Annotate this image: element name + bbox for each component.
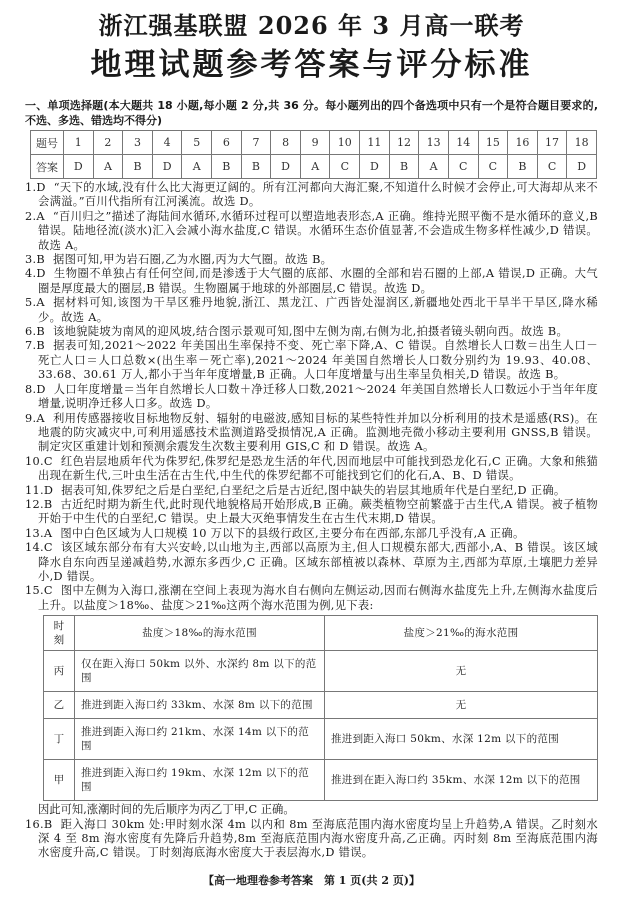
item-text: 利用传感器接收目标地物反射、辐射的电磁波,感知目标的某些特性并加以分析利用的技术是遥感(RS)。在地震的防灾减灾中,可利用遥感技术监测道路受损情况,A 正确。监测地壳微小移动主要利用 GNSS,B 错误。制定灾区重建计划和预测余震发生次数主要利用 GIS,C 和 D 错误。故选 A。 — [38, 411, 598, 454]
item-text: 据表可知,侏罗纪之后是白垩纪,白垩纪之后是古近纪,图中缺失的岩层其地质年代是白垩纪,D 正确。 — [61, 483, 566, 497]
question-number: 3 — [123, 131, 153, 155]
column-header: 时刻 — [44, 616, 75, 651]
explanation-item — [25, 325, 598, 339]
item-text: “百川归之”描述了海陆间水循环,水循环过程可以塑造地表形态,A 正确。维持光照平衡不是水循环的意义,B 错误。陆地径流(淡水)汇入会减小海水盐度,C 错误。水循环生态价值显著,不会造成生物多样性减少,D 错误。故选 A。 — [38, 209, 598, 252]
question-number: 15 — [478, 131, 508, 155]
range-cell: 推进到距入海口 50km、水深 12m 以下的范围 — [325, 719, 598, 760]
item-text: 该地貌陡坡为南风的迎风坡,结合图示景观可知,图中左侧为南,右侧为北,拍摄者镜头朝向西。故选 B。 — [52, 325, 569, 339]
question-number: 6 — [212, 131, 242, 155]
answer-cell: A — [93, 155, 123, 179]
item-text: 古近纪时期为新生代,此时现代地貌格局开始形成,B 正确。蕨类植物空前繁盛于古生代,A 错误。被子植物开始于中生代的白垩纪,C 错误。史上最大灭绝事情发生在古生代末期,D 错误。 — [38, 497, 598, 526]
question-number: 12 — [389, 131, 419, 155]
explanation-item — [25, 267, 598, 296]
question-number: 9 — [300, 131, 330, 155]
item-number: 14.C — [25, 541, 53, 555]
item-number: 9.A — [25, 411, 45, 425]
question-number: 1 — [64, 131, 94, 155]
question-number: 7 — [241, 131, 271, 155]
question-number: 5 — [182, 131, 212, 155]
answer-explanations — [25, 181, 598, 861]
answer-cell: A — [300, 155, 330, 179]
time-cell: 乙 — [44, 692, 75, 719]
page-footer: 【高一地理卷参考答案 第 1 页(共 2 页)】 — [202, 873, 421, 887]
range-cell: 推进到在距入海口约 35km、水深 12m 以下的范围 — [325, 760, 598, 801]
document-subtitle: 地理试题参考答案与评分标准 — [90, 47, 533, 83]
time-cell: 丙 — [44, 651, 75, 692]
table-header-row — [44, 616, 598, 651]
column-header: 盐度＞21‰的海水范围 — [325, 616, 598, 651]
answer-cell: D — [271, 155, 301, 179]
question-number: 10 — [330, 131, 360, 155]
answer-cell: D — [360, 155, 390, 179]
time-cell: 甲 — [44, 760, 75, 801]
question-number: 17 — [537, 131, 567, 155]
answer-table — [30, 130, 597, 179]
time-cell: 丁 — [44, 719, 75, 760]
question-number: 11 — [360, 131, 390, 155]
answer-table-answer-row — [31, 155, 597, 179]
answer-cell: D — [567, 155, 597, 179]
answer-cell: C — [537, 155, 567, 179]
item-text: 人口年度增量＝当年自然增长人口数＋净迁移人口数,2021～2024 年美国自然增长人口数远小于当年年度增量,说明净迁移人口多。故选 D。 — [38, 382, 598, 411]
range-cell: 推进到距入海口约 33km、水深 8m 以下的范围 — [75, 692, 325, 719]
question-number: 8 — [271, 131, 301, 155]
answer-table-number-row — [31, 131, 597, 155]
answer-cell: B — [123, 155, 153, 179]
item-text: 据表可知,2021～2022 年美国出生率保持不变、死亡率下降,A、C 错误。自然增长人口数＝出生人口－死亡人口＝人口总数×(出生率－死亡率),2021～2024 年美国自然增长人口数分别约为 19.93、40.08、33.68、30.61 万人,都小于当年年度增量,B 正确。人口年度增量与出生率呈负相关,D 错误。故选 B。 — [38, 339, 598, 382]
answer-cell: B — [212, 155, 242, 179]
item-number: 8.D — [25, 382, 46, 396]
explanation-item — [25, 498, 598, 527]
explanation-item — [25, 527, 598, 541]
column-header: 盐度＞18‰的海水范围 — [75, 616, 325, 651]
answer-cell: C — [448, 155, 478, 179]
answer-cell: B — [508, 155, 538, 179]
item-number: 1.D — [25, 181, 46, 194]
row-label: 题号 — [31, 131, 64, 155]
item-number: 2.A — [25, 209, 45, 223]
question-number: 18 — [567, 131, 597, 155]
item-number: 5.A — [25, 296, 45, 310]
answer-cell: D — [152, 155, 182, 179]
table-row — [44, 651, 598, 692]
item-number: 15.C — [25, 584, 53, 598]
answer-cell: C — [330, 155, 360, 179]
question-number: 2 — [93, 131, 123, 155]
item-text: 据图可知,甲为岩石圈,乙为水圈,丙为大气圈。故选 B。 — [52, 253, 333, 267]
item-text: 图中左侧为入海口,涨潮在空间上表现为海水自右侧向左侧运动,因而右侧海水盐度先上升,左侧海水盐度后上升。以盐度＞18‰、盐度＞21‰这两个海水范围为例,见下表: — [38, 584, 598, 612]
item-number: 6.B — [25, 325, 45, 339]
answer-cell: B — [241, 155, 271, 179]
item-text: 图中白色区域为人口规模 10 万以下的县级行政区,主要分布在西部,东部几乎没有,A 正确。 — [60, 526, 525, 540]
item-number: 7.B — [25, 339, 45, 353]
q15-conclusion: 因此可知,涨潮时间的先后顺序为丙乙丁甲,C 正确。 — [38, 803, 295, 817]
range-cell: 仅在距入海口 50km 以外、水深约 8m 以下的范围 — [75, 651, 325, 692]
item-text: “天下的水域,没有什么比大海更辽阔的。所有江河都向大海汇聚,不知道什么时候才会停止,可大海却从来不会满溢。”百川代指所有江河溪流。故选 D。 — [38, 181, 598, 209]
item-number: 3.B — [25, 253, 45, 267]
explanation-item — [25, 412, 598, 455]
table-row — [44, 719, 598, 760]
answer-cell: C — [478, 155, 508, 179]
range-cell: 无 — [325, 692, 598, 719]
item-number: 10.C — [25, 454, 53, 468]
range-cell: 推进到距入海口约 21km、水深 14m 以下的范围 — [75, 719, 325, 760]
explanation-item — [25, 484, 598, 498]
section-header: 一、单项选择题(本大题共 18 小题,每小题 2 分,共 36 分。每小题列出的四个备选项中只有一个是符合题目要求的,不选、多选、错选均不得分) — [25, 99, 598, 127]
explanation-item — [25, 210, 598, 253]
question-number: 14 — [448, 131, 478, 155]
item-text: 距入海口 30km 处:甲时刻水深 4m 以内和 8m 至海底范围内海水密度均呈上升趋势,A 错误。乙时刻水深 4 至 8m 海水密度有先降后升趋势,8m 至海底范围内海水密度升高,乙正确。丙时刻 8m 至海底范围内海水密度升高,C 错误。丁时刻海底海水密度大于表层海水,D 错误。 — [38, 817, 598, 860]
item-number: 12.B — [25, 497, 53, 511]
item-number: 16.B — [25, 817, 53, 831]
explanation-item — [25, 383, 598, 412]
question-number: 13 — [419, 131, 449, 155]
salinity-table — [43, 615, 598, 801]
range-cell: 推进到距入海口约 19km、水深 12m 以下的范围 — [75, 760, 325, 801]
answer-cell: B — [389, 155, 419, 179]
question-number: 16 — [508, 131, 538, 155]
answer-cell: D — [64, 155, 94, 179]
explanation-item — [25, 584, 598, 613]
table-row — [44, 692, 598, 719]
explanation-item — [25, 339, 598, 382]
explanation-item — [25, 181, 598, 210]
range-cell: 无 — [325, 651, 598, 692]
item-text: 据材料可知,该图为干旱区雅丹地貌,浙江、黑龙江、广西皆处湿润区,新疆地处西北干旱半干旱区,降水稀少。故选 A。 — [38, 296, 598, 324]
table-row — [44, 760, 598, 801]
item-text: 红色岩层地质年代为侏罗纪,侏罗纪是恐龙生活的年代,因而地层中可能找到恐龙化石,C 正确。大象和熊猫出现在新生代,三叶虫生活在古生代,中生代的侏罗纪都不可能找到它们的化石,A、B、D 错误。 — [38, 454, 598, 483]
explanation-item — [25, 455, 598, 484]
item-text: 生物圈不单独占有任何空间,而是渗透于大气圈的底部、水圈的全部和岩石圈的上部,A 错误,D 正确。大气圈是厚度最大的圈层,B 错误。生物圈属于地球的外部圈层,C 错误。故选 D。 — [38, 267, 598, 295]
row-label: 答案 — [31, 155, 64, 179]
explanation-item — [25, 253, 598, 267]
item-number: 11.D — [25, 483, 54, 497]
explanation-item — [25, 818, 598, 861]
item-number: 13.A — [25, 526, 53, 540]
document-title: 浙江强基联盟 2026 年 3 月高一联考 — [98, 11, 525, 40]
answer-cell: A — [419, 155, 449, 179]
explanation-item — [25, 296, 598, 325]
item-text: 该区域东部分布有大兴安岭,以山地为主,西部以高原为主,但人口规模东部大,西部小,A、B 错误。该区域降水自东向西呈递减趋势,水源东多西少,C 正确。区域东部植被以森林、草原为主,西部为草原,土壤肥力差异小,D 错误。 — [38, 541, 598, 583]
explanation-item — [25, 541, 598, 584]
answer-cell: A — [182, 155, 212, 179]
item-number: 4.D — [25, 267, 46, 281]
question-number: 4 — [152, 131, 182, 155]
